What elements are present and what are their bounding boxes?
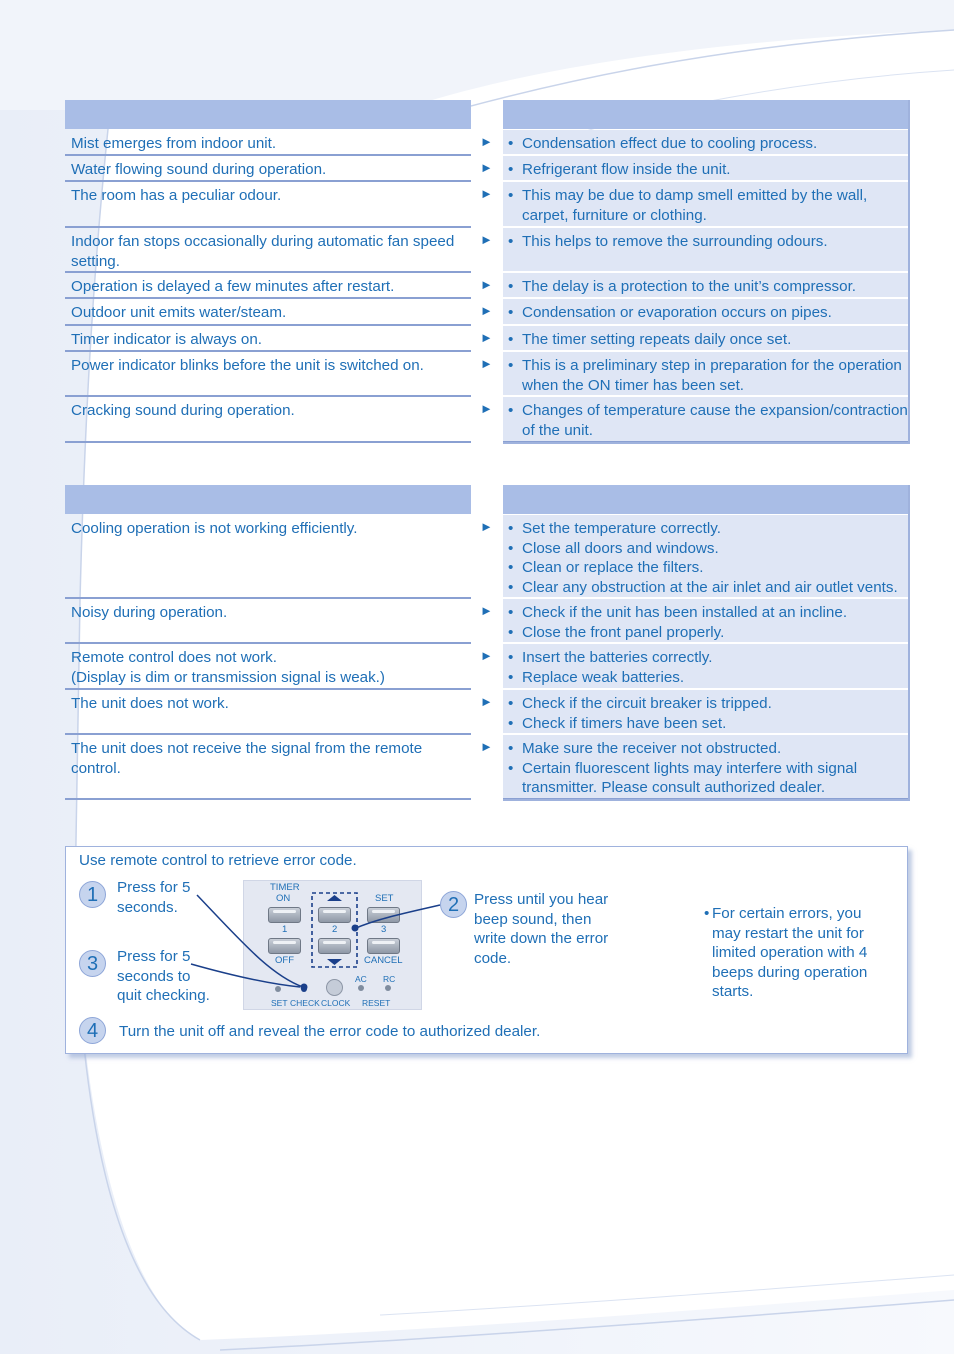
step-number-2: 2 bbox=[440, 891, 467, 918]
remote-label-3: 3 bbox=[381, 924, 387, 935]
table1-cause-cell: • Condensation or evaporation occurs on pipes. bbox=[503, 299, 909, 326]
arrow-icon: ► bbox=[480, 330, 493, 345]
remote-label-reset: RESET bbox=[362, 998, 391, 1008]
step-number-3: 3 bbox=[79, 950, 106, 977]
remote-label-bottom-set: SET bbox=[271, 998, 288, 1008]
remote-label-timer: TIMER bbox=[270, 882, 300, 893]
arrow-icon: ► bbox=[480, 694, 493, 709]
table1-symptom-cell: Power indicator blinks before the unit is switched on. bbox=[65, 352, 471, 397]
arrow-icon: ► bbox=[480, 519, 493, 534]
step-4-text: Turn the unit off and reveal the error code to authorized dealer. bbox=[119, 1023, 541, 1040]
arrow-icon: ► bbox=[480, 648, 493, 663]
arrow-icon: ► bbox=[480, 160, 493, 175]
step-2-text: Press until you hear beep sound, then write down the error code. bbox=[474, 891, 609, 967]
table1-cause-cell: • Condensation effect due to cooling process. bbox=[503, 130, 909, 156]
table1-symptom-cell: Water flowing sound during operation. bbox=[65, 156, 471, 182]
arrow-icon: ► bbox=[480, 303, 493, 318]
table2-symptom-cell: Remote control does not work. (Display is dim or transmission signal is weak.) bbox=[65, 644, 471, 690]
table1-cause-cell: • Changes of temperature cause the expansion/contraction of the unit. bbox=[503, 397, 909, 443]
table2-cause-cell: • Check if the circuit breaker is tripped. • Check if timers have been set. bbox=[503, 690, 909, 735]
table1-cause-cell: • This is a preliminary step in preparation for the operation when the ON timer has been set. bbox=[503, 352, 909, 397]
table1-symptom-cell: Cracking sound during operation. bbox=[65, 397, 471, 443]
step-1-text: Press for 5 seconds. bbox=[117, 879, 191, 916]
table1-symptom-cell: Mist emerges from indoor unit. bbox=[65, 130, 471, 156]
arrow-icon: ► bbox=[480, 739, 493, 754]
arrow-icon: ► bbox=[480, 232, 493, 247]
table1-cause-cell: • The timer setting repeats daily once set. bbox=[503, 326, 909, 352]
table2-symptom-cell: The unit does not receive the signal from the remote control. bbox=[65, 735, 471, 800]
remote-label-2: 2 bbox=[332, 924, 338, 935]
arrow-icon: ► bbox=[480, 134, 493, 149]
arrow-icon: ► bbox=[480, 401, 493, 416]
remote-label-clock: CLOCK bbox=[321, 998, 351, 1008]
table1-cause-cell: • The delay is a protection to the unit’s compressor. bbox=[503, 273, 909, 299]
table2-symptom-cell: The unit does not work. bbox=[65, 690, 471, 735]
step-number-1: 1 bbox=[79, 881, 106, 908]
table1-cause-cell: • This may be due to damp smell emitted by the wall, carpet, furniture or clothing. bbox=[503, 182, 909, 228]
table2-cause-cell: • Make sure the receiver not obstructed. • Certain fluorescent lights may interfere with signal transmitter. Please consult authorized dealer. bbox=[503, 735, 909, 800]
table1-symptom-cell: Timer indicator is always on. bbox=[65, 326, 471, 352]
arrow-icon: ► bbox=[480, 186, 493, 201]
remote-label-ac: AC bbox=[355, 974, 367, 984]
remote-label-check: CHECK bbox=[290, 998, 320, 1008]
arrow-icon: ► bbox=[480, 277, 493, 292]
table2-cause-cell: • Insert the batteries correctly. • Replace weak batteries. bbox=[503, 644, 909, 690]
arrow-icon: ► bbox=[480, 603, 493, 618]
panel-note: • For certain errors, you may restart the unit for limited operation with 4 beeps during operation starts. bbox=[699, 904, 874, 1002]
table1-symptom-cell: Operation is delayed a few minutes after restart. bbox=[65, 273, 471, 299]
table1-symptom-cell: Outdoor unit emits water/steam. bbox=[65, 299, 471, 326]
panel-intro: Use remote control to retrieve error code. bbox=[79, 852, 357, 869]
remote-label-set: SET bbox=[375, 893, 394, 904]
table1-cause-cell: • This helps to remove the surrounding odours. bbox=[503, 228, 909, 273]
remote-label-on: ON bbox=[276, 893, 291, 904]
remote-label-1: 1 bbox=[282, 924, 288, 935]
table2-symptom-cell: Noisy during operation. bbox=[65, 599, 471, 644]
table1-symptom-cell: The room has a peculiar odour. bbox=[65, 182, 471, 228]
table1-cause-cell: • Refrigerant flow inside the unit. bbox=[503, 156, 909, 182]
table2-symptom-cell: Cooling operation is not working efficiently. bbox=[65, 515, 471, 599]
step-3-text: Press for 5 seconds to quit checking. bbox=[117, 948, 210, 1004]
remote-label-cancel: CANCEL bbox=[364, 955, 403, 966]
table1-symptom-cell: Indoor fan stops occasionally during automatic fan speed setting. bbox=[65, 228, 471, 273]
remote-label-rc: RC bbox=[383, 974, 396, 984]
step-number-4: 4 bbox=[79, 1017, 106, 1044]
table2-cause-cell: • Check if the unit has been installed at an incline. • Close the front panel properly. bbox=[503, 599, 909, 644]
table2-cause-cell: • Set the temperature correctly. • Close all doors and windows. • Clean or replace the filters. • Clear any obstruction at the air inlet and air outlet vents. bbox=[503, 515, 909, 599]
remote-label-off: OFF bbox=[275, 955, 294, 966]
arrow-icon: ► bbox=[480, 356, 493, 371]
